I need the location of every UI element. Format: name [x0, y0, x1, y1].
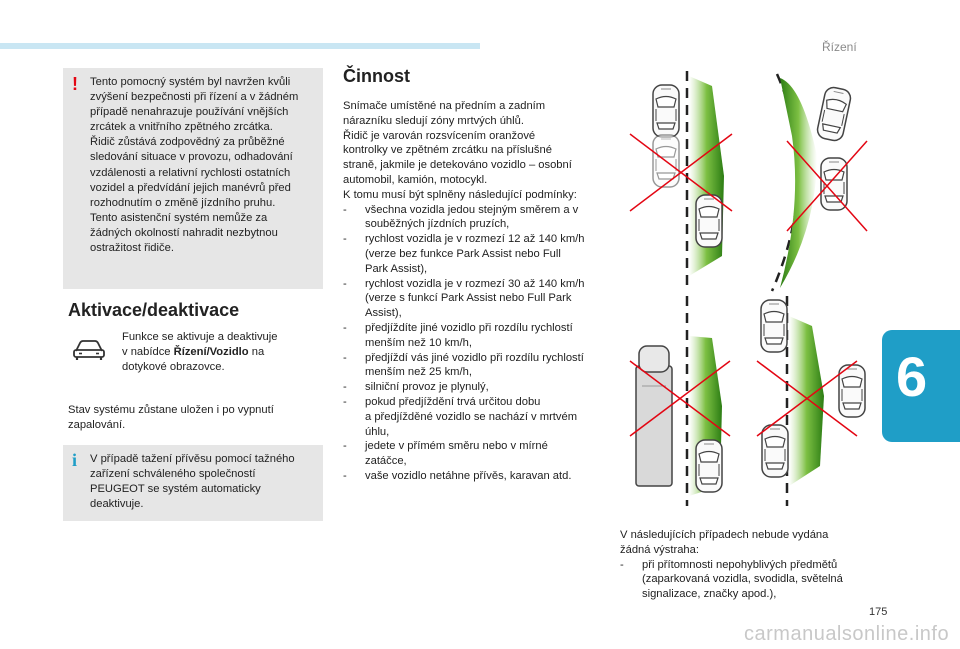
warning-line: Řidič zůstává zodpovědný za průběžné	[90, 136, 285, 149]
condition-item	[343, 469, 608, 484]
info-line: PEUGEOT se systém automaticky	[90, 483, 261, 496]
warning-line: zrcátek a vnitřního zpětného zrcátka.	[90, 121, 273, 134]
condition-text: rychlost vozidla je v rozmezí 12 až 140 km/h	[365, 233, 585, 246]
condition-text: úhlu,	[365, 425, 390, 438]
info-line: V případě tažení přívěsu pomocí tažného	[90, 453, 295, 465]
chapter-number: 6	[896, 345, 928, 408]
warning-line: žádných okolností nahradit nezbytnou	[90, 226, 278, 239]
exclamation-icon: !	[72, 74, 78, 94]
scene-stationary	[757, 296, 865, 506]
no-warning-intro: žádná výstraha:	[620, 543, 699, 556]
warning-line: rozhodnutím o změně jízdního pruhu.	[90, 196, 276, 209]
item-text: (zaparkovaná vozidla, svodidla, světelná	[642, 573, 843, 586]
warning-line: Tento asistenční systém nemůže za	[90, 211, 268, 224]
page-number: 175	[869, 606, 888, 618]
condition-text: Assist),	[365, 307, 402, 320]
activation-description	[122, 330, 317, 375]
state-line: Stav systému zůstane uložen i po vypnutí	[68, 404, 274, 416]
item-text: při přítomnosti nepohyblivých předmětů	[642, 558, 838, 571]
list-dash: -	[343, 233, 347, 246]
warning-line: sledování situace v provozu, odhadování	[90, 151, 293, 164]
condition-text: všechna vozidla jedou stejným směrem a v	[365, 203, 579, 216]
list-dash: -	[343, 321, 347, 334]
header-bar	[0, 43, 480, 49]
list-dash: -	[343, 381, 347, 394]
intro-line: K tomu musí být splněny následující podmínky:	[343, 188, 577, 201]
text-span: na	[248, 346, 265, 359]
watermark: carmanualsonline.info	[744, 623, 950, 645]
aktivace-heading: Aktivace/deaktivace	[68, 300, 240, 320]
list-dash: -	[343, 203, 347, 216]
info-icon: i	[72, 450, 78, 470]
state-line: zapalování.	[68, 419, 126, 432]
condition-text: souběžných jízdních pruzích,	[365, 218, 510, 231]
condition-text: vaše vozidlo netáhne přívěs, karavan atd.	[365, 469, 572, 482]
intro-line: kontrolky ve zpětném zrcátku na příslušné	[343, 144, 552, 157]
no-warning-intro: V následujících případech nebude vydána	[620, 529, 829, 541]
condition-item	[343, 277, 608, 321]
warning-line: zvýšení bezpečnosti při řízení a v žádném	[90, 91, 299, 104]
warning-line: vozidel a předvídání jejich manévrů před	[90, 181, 291, 194]
condition-text: (verze s funkcí Park Assist nebo Full Park	[365, 292, 572, 305]
intro-line: straně, jakmile je detekováno vozidlo – osobní	[343, 159, 572, 172]
activation-line	[122, 345, 317, 360]
warning-line: případě nenahrazuje používání vnějších	[90, 106, 289, 119]
warning-line: Tento pomocný systém byl navržen kvůli	[90, 76, 291, 88]
condition-text: a předjížděné vozidlo se nachází v mrtvém	[365, 410, 578, 423]
scene-truck	[630, 296, 730, 506]
condition-text: silniční provoz je plynulý,	[365, 381, 489, 394]
section-title: Řízení	[822, 40, 857, 54]
condition-text: menším než 25 km/h,	[365, 366, 472, 379]
condition-text: zatáčce,	[365, 455, 407, 468]
warning-box	[63, 68, 323, 289]
intro-line: nárazníku sledují zóny mrtvých úhlů.	[343, 114, 524, 127]
list-dash: -	[620, 558, 624, 571]
list-dash: -	[343, 351, 347, 364]
info-box	[63, 445, 323, 521]
condition-item	[343, 439, 608, 469]
condition-item	[343, 203, 608, 233]
intro-line: Řidič je varován rozsvícením oranžové	[343, 129, 536, 142]
state-note	[68, 403, 318, 433]
activation-line: Funkce se aktivuje a deaktivuje	[122, 331, 278, 343]
condition-text: rychlost vozidla je v rozmezí 30 až 140 km/h	[365, 277, 585, 290]
car-icon	[72, 338, 106, 362]
condition-item	[343, 232, 608, 276]
blind-spot-diagrams	[612, 66, 882, 516]
menu-path: Řízení/Vozidlo	[173, 346, 249, 359]
list-dash: -	[343, 469, 347, 482]
condition-text: předjíždíte jiné vozidlo při rozdílu rychlostí	[365, 321, 573, 334]
cinnost-heading: Činnost	[343, 66, 410, 86]
warning-line: ostražitost řidiče.	[90, 242, 174, 255]
intro-line: automobil, kamión, motocykl.	[343, 173, 488, 186]
no-warning-section	[620, 528, 870, 602]
activation-line: dotykové obrazovce.	[122, 361, 225, 374]
scene-curve	[772, 74, 867, 291]
condition-text: jedete v přímém směru nebo v mírné	[365, 440, 548, 453]
text-span: v nabídce	[122, 346, 174, 359]
info-line: deaktivuje.	[90, 498, 144, 511]
list-dash: -	[343, 395, 347, 408]
scene-overtaking	[630, 71, 732, 286]
item-text: signalizace, značky apod.),	[642, 588, 777, 601]
cinnost-body	[343, 99, 608, 484]
condition-text: předjíždí vás jiné vozidlo při rozdílu rychlostí	[365, 351, 584, 364]
condition-item	[343, 351, 608, 381]
list-dash: -	[343, 440, 347, 453]
condition-item	[343, 321, 608, 351]
warning-line: vzdálenosti a relativní rychlosti ostatních	[90, 166, 291, 179]
condition-text: Park Assist),	[365, 262, 428, 275]
intro-line: Snímače umístěné na předním a zadním	[343, 100, 546, 112]
condition-text: menším než 10 km/h,	[365, 336, 472, 349]
condition-item	[343, 380, 608, 395]
condition-item	[343, 395, 608, 439]
condition-text: pokud předjíždění trvá určitou dobu	[365, 395, 541, 408]
condition-text: (verze bez funkce Park Assist nebo Full	[365, 247, 561, 260]
info-line: zařízení schváleného společností	[90, 468, 256, 481]
no-warning-item	[620, 558, 870, 602]
list-dash: -	[343, 277, 347, 290]
